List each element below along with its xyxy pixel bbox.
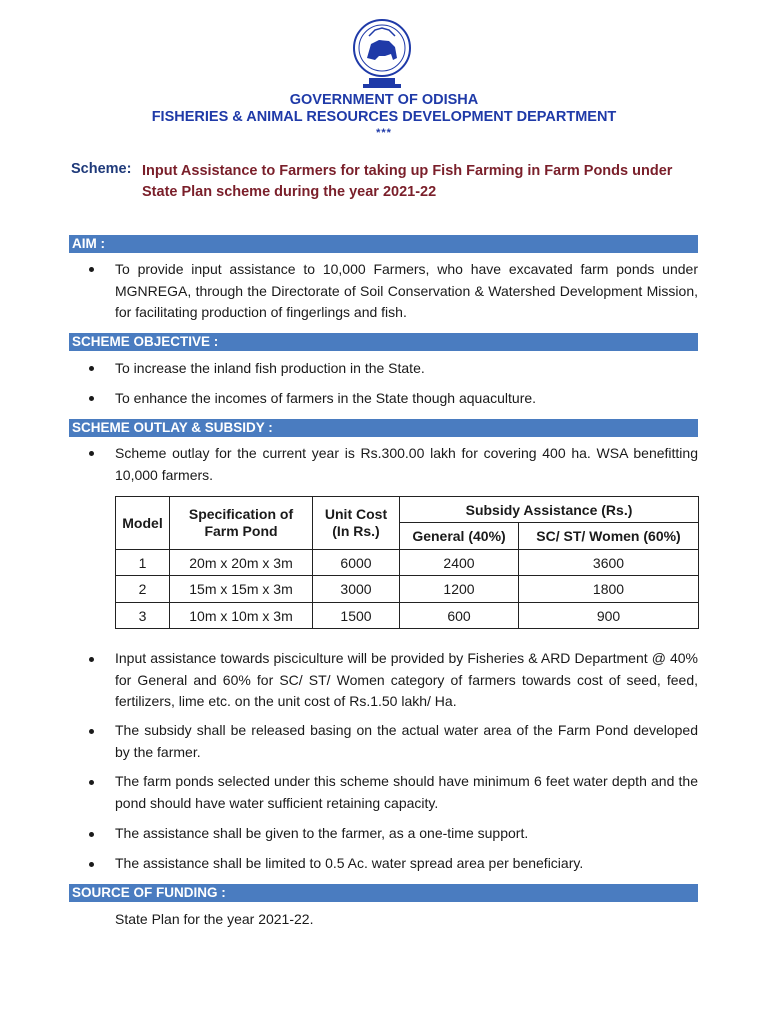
scheme-title-line-2: State Plan scheme during the year 2021-22 — [142, 184, 437, 200]
header-general: General (40%) — [400, 523, 519, 550]
outlay-bullet-6: The assistance shall be limited to 0.5 Ac. water spread area per beneficiary. — [115, 855, 584, 871]
cell-spec: 20m x 20m x 3m — [170, 550, 313, 576]
header-model: Model — [116, 497, 170, 550]
table-row — [116, 576, 699, 603]
header-unit-cost: Unit Cost (In Rs.) — [313, 497, 400, 550]
header-spec: Specification of Farm Pond — [170, 497, 313, 550]
bullet-icon — [89, 832, 94, 837]
bullet-icon — [89, 657, 94, 662]
cell-spec: 10m x 10m x 3m — [170, 603, 313, 629]
outlay-heading: SCHEME OUTLAY & SUBSIDY : — [69, 419, 698, 437]
bullet-icon — [89, 862, 94, 867]
cell-model: 3 — [116, 603, 170, 629]
cell-general: 2400 — [400, 550, 519, 576]
cell-model: 1 — [116, 550, 170, 576]
table-row — [116, 603, 699, 629]
bullet-icon — [89, 729, 94, 734]
cell-general: 600 — [400, 603, 519, 629]
scheme-title-line-1: Input Assistance to Farmers for taking up Fish Farming in Farm Ponds under — [142, 163, 673, 179]
bullet-icon — [89, 451, 94, 456]
cell-general: 1200 — [400, 576, 519, 603]
outlay-bullet-2: Input assistance towards pisciculture will be provided by Fisheries & ARD Department @ 40% for General and 60% for SC/ ST/ Women category of farmers towards cost of seed, feed, fertilizers, lime etc. on the unit cost of Rs.1.50 lakh/ Ha. — [115, 650, 698, 709]
bullet-icon — [89, 396, 94, 401]
cell-unit-cost: 3000 — [313, 576, 400, 603]
outlay-bullet-5: The assistance shall be given to the farmer, as a one-time support. — [115, 825, 529, 841]
objective-heading: SCHEME OBJECTIVE : — [69, 333, 698, 351]
aim-heading: AIM : — [69, 235, 698, 253]
header-sc-st-women: SC/ ST/ Women (60%) — [519, 523, 699, 550]
cell-spec: 15m x 15m x 3m — [170, 576, 313, 603]
funding-text: State Plan for the year 2021-22. — [115, 911, 314, 927]
bullet-icon — [89, 780, 94, 785]
odisha-emblem-icon — [349, 14, 415, 92]
header-subsidy: Subsidy Assistance (Rs.) — [400, 497, 699, 523]
cell-sc-st: 1800 — [519, 576, 699, 603]
cell-model: 2 — [116, 576, 170, 603]
scheme-title — [142, 161, 702, 203]
aim-bullet: To provide input assistance to 10,000 Farmers, who have excavated farm ponds under MGNREGA, through the Directorate of Soil Conservation & Watershed Development Mission, for facilitating production of fingerlings and fish. — [115, 261, 698, 320]
cell-sc-st: 3600 — [519, 550, 699, 576]
department-title: FISHERIES & ANIMAL RESOURCES DEVELOPMENT DEPARTMENT — [151, 109, 617, 125]
cell-unit-cost: 1500 — [313, 603, 400, 629]
government-title: GOVERNMENT OF ODISHA — [289, 92, 479, 108]
header-stars: *** — [376, 127, 392, 139]
cell-sc-st: 900 — [519, 603, 699, 629]
outlay-bullet-4: The farm ponds selected under this scheme should have minimum 6 feet water depth and the pond should have water sufficient retaining capacity. — [115, 773, 698, 811]
funding-heading: SOURCE OF FUNDING : — [69, 884, 698, 902]
subsidy-table — [115, 496, 699, 629]
objective-bullet-1: To increase the inland fish production in the State. — [115, 360, 425, 376]
cell-unit-cost: 6000 — [313, 550, 400, 576]
bullet-icon — [89, 366, 94, 371]
objective-bullet-2: To enhance the incomes of farmers in the State though aquaculture. — [115, 390, 537, 406]
scheme-label: Scheme: — [71, 161, 132, 177]
outlay-bullet-1: Scheme outlay for the current year is Rs.300.00 lakh for covering 400 ha. WSA benefitting 10,000 farmers. — [115, 445, 698, 483]
outlay-bullet-3: The subsidy shall be released basing on the actual water area of the Farm Pond developed by the farmer. — [115, 722, 698, 760]
table-row — [116, 550, 699, 576]
bullet-icon — [89, 267, 94, 272]
